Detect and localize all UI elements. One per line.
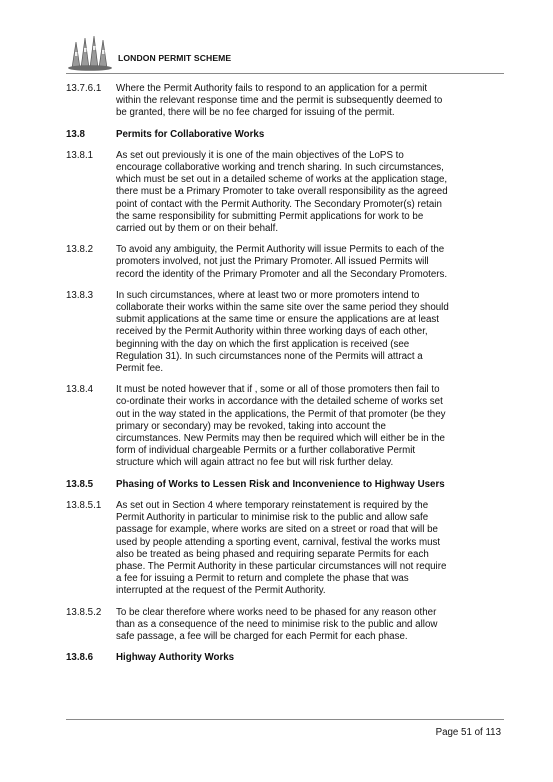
paragraph-line: co-ordinate their works in accordance with the detailed scheme of works set [116, 396, 443, 408]
paragraph-line: Permit fee. [116, 363, 164, 375]
paragraph-line: interrupted at the request of the Permit Authority. [116, 585, 326, 597]
numbered-paragraph [66, 150, 506, 235]
page-number: Page 51 of 113 [435, 727, 501, 738]
paragraph-line: which must be set out in a detailed scheme of works at the application stage, [116, 174, 448, 186]
paragraph-number: 13.8.6 [66, 652, 94, 664]
paragraph-line: promoters involved, not just the Primary Promoter. All issued Permits will [116, 256, 429, 268]
traffic-cones-icon [66, 28, 116, 72]
paragraph-line: Permit Authority in particular to minimise risk to the public and allow safe [116, 512, 429, 524]
paragraph-line: phase. The Permit Authority in these particular circumstances will not require [116, 560, 447, 572]
paragraph-line: beginning with the day on which the first application is received (see [116, 338, 410, 350]
paragraph-number: 13.8.5.1 [66, 499, 102, 511]
paragraph-line: Regulation 31). In such circumstances none of the Permits will attract a [116, 350, 423, 362]
paragraph-line: circumstances. New Permits may then be required which will either be in the [116, 433, 445, 445]
paragraph-line: received by the Permit Authority within three working days of each other, [116, 326, 428, 338]
section-heading [66, 129, 506, 141]
paragraph-line: It must be noted however that if , some or all of those promoters then fail to [116, 384, 440, 396]
scheme-title: LONDON PERMIT SCHEME [118, 53, 232, 63]
paragraph-number: 13.8.5 [66, 478, 94, 490]
paragraph-line: In such circumstances, where at least two or more promoters intend to [116, 289, 420, 301]
heading-text: Phasing of Works to Lessen Risk and Inconvenience to Highway Users [116, 478, 445, 490]
numbered-paragraph [66, 607, 506, 644]
paragraph-line: passage for example, where works are sited on a street or road that will be [116, 524, 438, 536]
paragraph-line: point of contact with the Permit Authority. The Secondary Promoter(s) retain [116, 198, 442, 210]
heading-text: Highway Authority Works [116, 652, 235, 664]
paragraph-line: carried out by them or on their behalf. [116, 223, 279, 235]
page-header [66, 28, 504, 74]
numbered-paragraph [66, 384, 506, 469]
section-heading [66, 479, 506, 491]
paragraph-line: As set out in Section 4 where temporary reinstatement is required by the [116, 499, 429, 511]
paragraph-line: collaborate their works within the same site over the same period they should [116, 302, 449, 314]
paragraph-number: 13.8.4 [66, 384, 94, 396]
paragraph-line: form of individual chargeable Permits or a further collaborative Permit [116, 445, 416, 457]
paragraph-line: record the identity of the Primary Promoter and all the Secondary Promoters. [116, 268, 448, 280]
numbered-paragraph [66, 244, 506, 281]
paragraph-line: safe passage, a fee will be charged for each Permit for each phase. [116, 630, 408, 642]
paragraph-line: there must be a Primary Promoter to take overall responsibility as the agreed [116, 186, 448, 198]
numbered-paragraph [66, 83, 506, 120]
paragraph-number: 13.8.3 [66, 289, 94, 301]
paragraph-line: Where the Permit Authority fails to respond to an application for a permit [116, 83, 428, 94]
paragraph-line: be granted, there will be no fee charged for issuing of the permit. [116, 107, 395, 119]
paragraph-line: As set out previously it is one of the main objectives of the LoPS to [116, 149, 404, 161]
paragraph-line: primary or secondary) may be revoked, taking into account the [116, 420, 386, 432]
paragraph-line: the same responsibility for submitting Permit applications for work to be [116, 210, 424, 222]
paragraph-line: To be clear therefore where works need to be phased for any reason other [116, 606, 437, 618]
document-body [66, 83, 506, 673]
footer-rule [66, 719, 504, 720]
header-rule [66, 73, 504, 74]
paragraph-line: than as a consequence of the need to minimise risk to the public and allow [116, 618, 438, 630]
paragraph-line: also be treated as being phased and requiring separate Permits for each [116, 548, 429, 560]
paragraph-line: structure which will again attract no fee but will risk further delay. [116, 457, 394, 469]
paragraph-line: a fee for issuing a Permit to return and complete the phase that was [116, 573, 409, 585]
paragraph-number: 13.8 [66, 128, 85, 140]
paragraph-number: 13.8.1 [66, 149, 94, 161]
paragraph-line: out in the way stated in the applications, the Permit of that promoter (be they [116, 408, 446, 420]
paragraph-line: submit applications at the same time or ensure the applications are at least [116, 314, 440, 326]
paragraph-number: 13.8.5.2 [66, 606, 102, 618]
paragraph-line: within the relevant response time and the permit is subsequently deemed to [116, 95, 443, 107]
paragraph-number: 13.8.2 [66, 244, 94, 256]
numbered-paragraph [66, 290, 506, 375]
heading-text: Permits for Collaborative Works [116, 128, 265, 140]
paragraph-line: To avoid any ambiguity, the Permit Authority will issue Permits to each of the [116, 244, 445, 256]
numbered-paragraph [66, 500, 506, 598]
paragraph-line: used by people attending a sporting event, carnival, festival the works must [116, 536, 441, 548]
paragraph-line: encourage collaborative working and trench sharing. In such circumstances, [116, 162, 444, 174]
paragraph-number: 13.7.6.1 [66, 83, 102, 94]
section-heading [66, 652, 506, 664]
